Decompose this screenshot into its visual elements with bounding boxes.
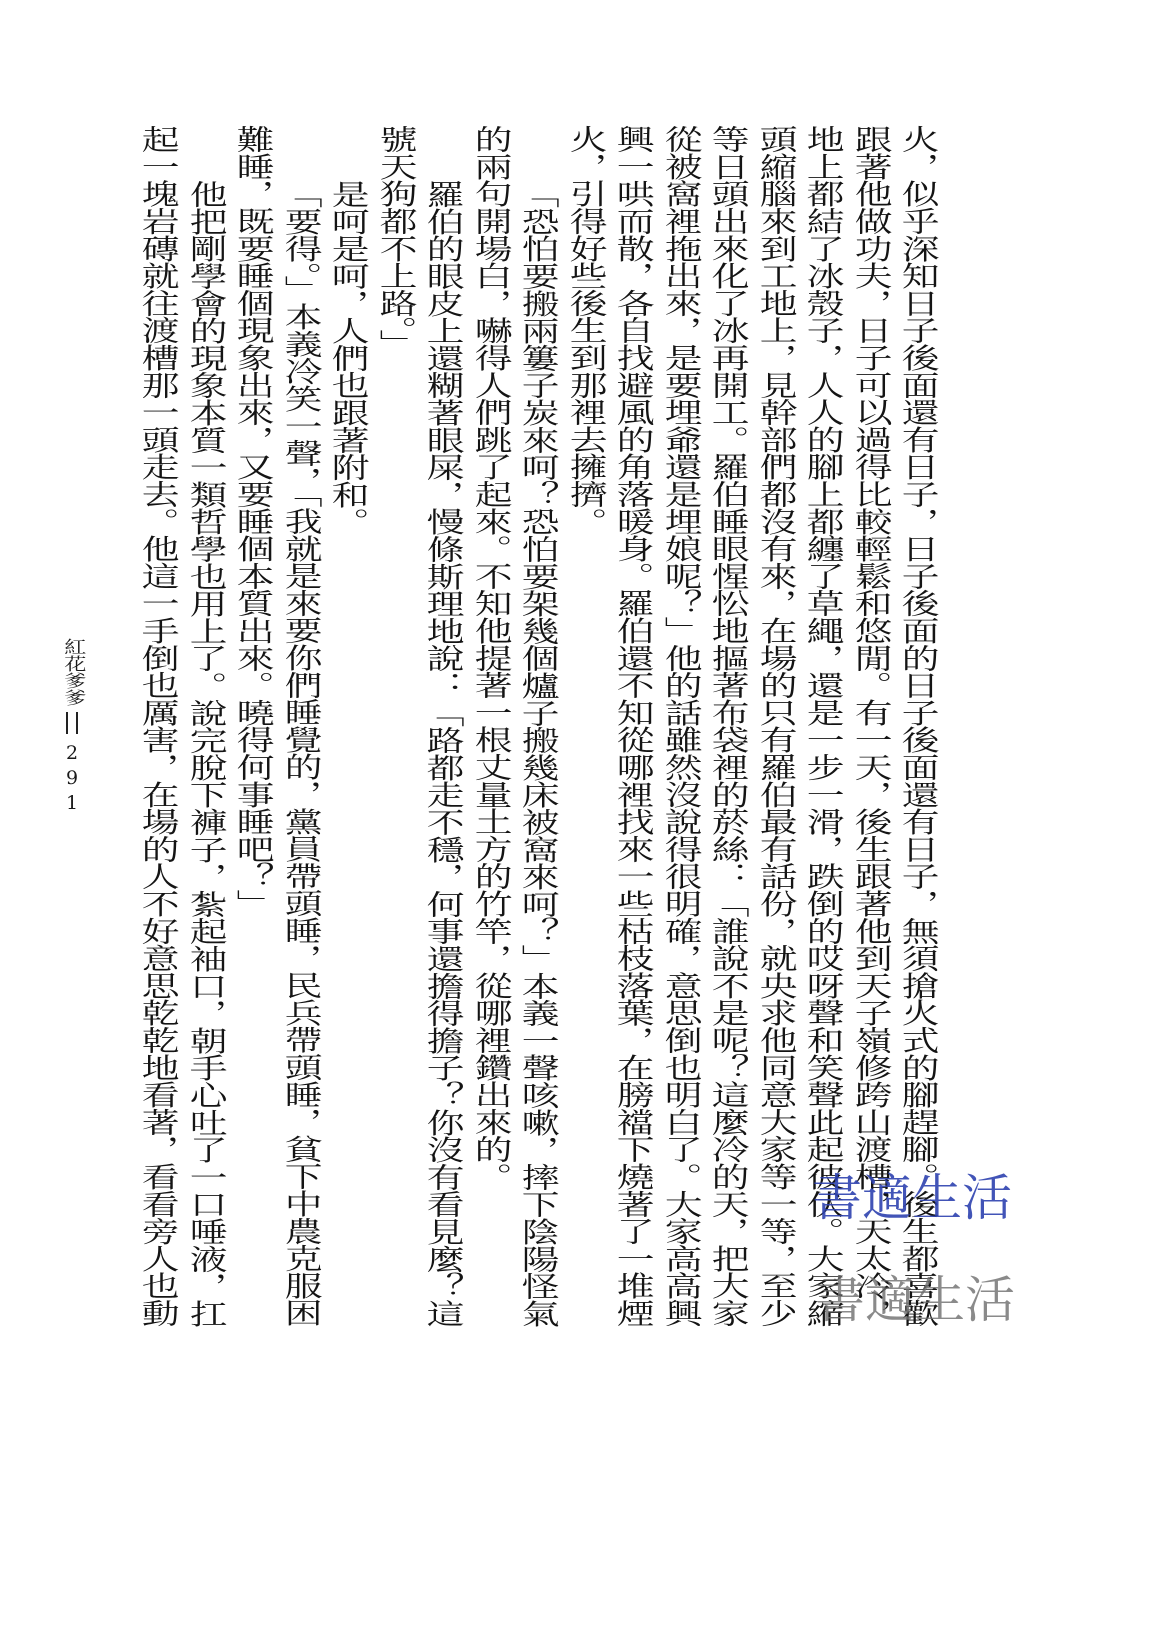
text-column: 他把剛學會的現象本質一類哲學也用上了。說完脫下褲子，紮起袖口，朝手心吐了一口唾液，扛 — [183, 180, 229, 1327]
text-column: 是呵是呵，人們也跟著附和。 — [326, 180, 371, 535]
text-column: 地上都結了冰殼子，人人的腳上都纏了草繩，還是一步一滑，跌倒的哎呀聲和笑聲此起彼伏。大家縮 — [801, 125, 846, 1327]
text-column: 頭縮腦來到工地上，見幹部們都沒有來，在場的只有羅伯最有話份，就央求他同意大家等一等，至少 — [753, 125, 799, 1327]
footer-double-rule — [66, 712, 78, 734]
text-column: 從被窩裡拖出來，是要埋爺還是埋娘呢？」他的話雖然沒說得很明確，意思倒也明白了。大家高高興 — [658, 125, 704, 1327]
text-column: 火，引得好些後生到那裡去擁擠。 — [563, 125, 609, 535]
running-footer-book-title: 紅花爹爹 — [59, 638, 85, 706]
page-number: 291 — [61, 742, 83, 817]
text-column: 的兩句開場白，嚇得人們跳了起來。不知他提著一根丈量土方的竹竿，從哪裡鑽出來的。 — [468, 125, 514, 1190]
text-column: 起一塊岩磚就往渡槽那一頭走去。他這一手倒也厲害，在場的人不好意思乾乾地看著，看看旁人也動 — [136, 125, 181, 1327]
text-column: 羅伯的眼皮上還糊著眼屎，慢條斯理地說：「路都走不穩，何事還擔得擔子？你沒有看見麼？這 — [421, 180, 466, 1327]
text-column: 「要得。」本義冷笑一聲，「我就是來要你們睡覺的，黨員帶頭睡，民兵帶頭睡，貧下中農克服困 — [278, 180, 324, 1326]
watermark-blue: 書適生活 — [812, 1169, 1012, 1227]
text-column: 等日頭出來化了冰再開工。羅伯睡眼惺忪地摳著布袋裡的菸絲：「誰說不是呢？這麼冷的天，把大家 — [706, 125, 751, 1327]
text-column: 號天狗都不上路。」 — [373, 125, 419, 357]
text-column: 火，似乎深知日子後面還有日子，日子後面的日子後面還有日子，無須搶火式的腳趕腳。後生都喜歡 — [896, 125, 941, 1327]
watermark-gray: 書適生活 — [815, 1271, 1015, 1329]
text-column: 跟著他做功夫，日子可以過得比較輕鬆和悠閒。有一天，後生跟著他到天子嶺修跨山渡槽，天太冷， — [848, 125, 894, 1327]
text-column: 「恐怕要搬兩簍子炭來呵？恐怕要架幾個爐子搬幾床被窩來呵？」本義一聲咳嗽，摔下陰陽怪氣 — [516, 180, 561, 1327]
text-column: 興一哄而散，各自找避風的角落暖身。羅伯還不知從哪裡找來一些枯枝落葉，在膀襠下燒著了一堆煙 — [611, 125, 656, 1327]
text-column: 難睡，既要睡個現象出來，又要睡個本質出來。曉得何事睡吧？」 — [231, 125, 276, 917]
